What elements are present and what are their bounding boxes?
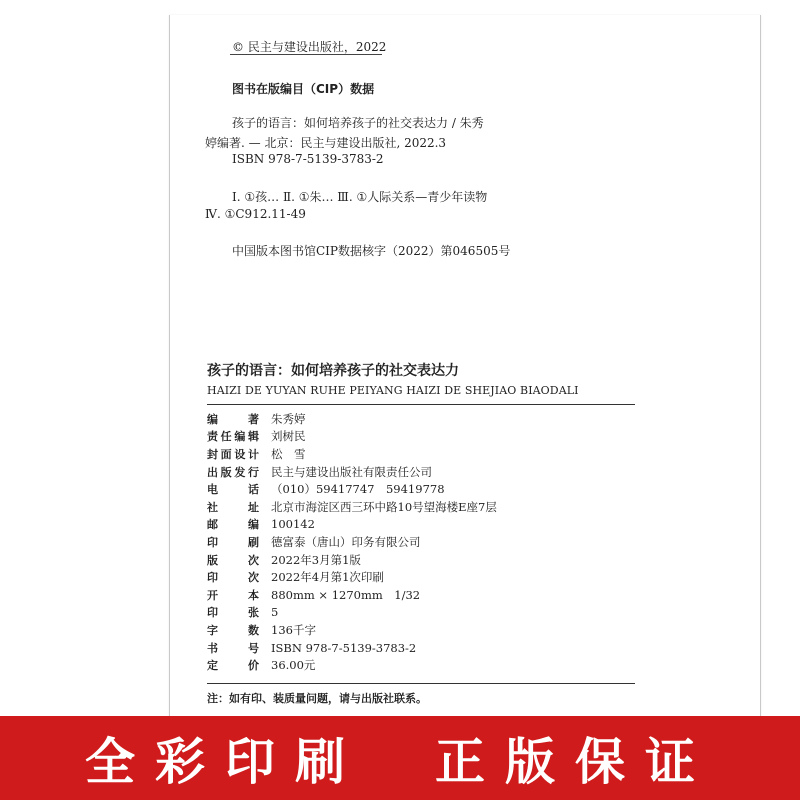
info-label <box>207 534 259 550</box>
publication-info-table <box>207 410 635 674</box>
info-value: 880mm × 1270mm 1/32 <box>271 587 421 602</box>
info-label <box>207 446 259 462</box>
info-label-char: 址 <box>248 500 259 514</box>
divider-top <box>207 404 635 405</box>
info-label-char: 编 <box>248 518 259 532</box>
info-value: 朱秀婷 <box>271 411 306 426</box>
info-label-char: 设 <box>234 447 246 461</box>
copyright-notice: © 民主与建设出版社，2022 <box>232 40 387 54</box>
info-label <box>207 481 259 497</box>
info-label <box>207 604 259 620</box>
info-label-char: 编 <box>207 412 218 426</box>
info-label <box>207 587 259 603</box>
cip-classification-code: Ⅳ. ①C912.11-49 <box>205 207 306 221</box>
info-value: 德富泰（唐山）印务有限公司 <box>271 534 421 549</box>
info-row <box>207 604 635 622</box>
info-label-char: 邮 <box>207 518 218 532</box>
info-label-char: 定 <box>207 659 218 673</box>
info-label-char: 版 <box>207 553 218 567</box>
info-row <box>207 639 635 657</box>
info-label-char: 次 <box>248 571 259 585</box>
info-row <box>207 551 635 569</box>
info-label-char: 辑 <box>247 430 259 444</box>
copyright-underline <box>230 54 382 55</box>
info-label-char: 书 <box>207 641 218 655</box>
info-label-char: 印 <box>207 535 218 549</box>
info-value: 36.00元 <box>271 658 316 673</box>
book-title-pinyin: HAIZI DE YUYAN RUHE PEIYANG HAIZI DE SHEJIAO BIAODALI <box>207 384 579 397</box>
info-value: 136千字 <box>271 622 316 637</box>
cip-line: 孩子的语言：如何培养孩子的社交表达力 / 朱秀 <box>232 116 484 130</box>
info-row <box>207 533 635 551</box>
info-label-char: 刷 <box>248 535 259 549</box>
info-label-char: 计 <box>247 447 259 461</box>
info-label-char: 面 <box>220 447 232 461</box>
info-value: 2022年4月第1次印刷 <box>271 570 384 585</box>
info-label-char: 电 <box>207 483 218 497</box>
info-value: 5 <box>271 605 279 620</box>
info-label-char: 号 <box>248 641 259 655</box>
info-row <box>207 428 635 446</box>
info-label-char: 著 <box>248 412 259 426</box>
info-row <box>207 656 635 674</box>
info-label-char: 开 <box>207 588 218 602</box>
info-value: ISBN 978-7-5139-3783-2 <box>271 640 417 655</box>
info-row <box>207 568 635 586</box>
info-label-char: 印 <box>207 571 218 585</box>
info-label <box>207 657 259 673</box>
info-value: 松 雪 <box>271 446 306 461</box>
promo-banner-text: 全彩印刷 正版保证 <box>85 733 715 791</box>
info-label <box>207 622 259 638</box>
info-label <box>207 428 259 444</box>
info-row <box>207 498 635 516</box>
info-label-char: 话 <box>248 483 259 497</box>
info-label-char: 字 <box>207 623 218 637</box>
info-value: 民主与建设出版社有限责任公司 <box>271 464 432 479</box>
info-label-char: 出 <box>207 465 218 479</box>
info-label-char: 任 <box>220 430 232 444</box>
info-label <box>207 464 259 480</box>
info-label-char: 版 <box>220 465 232 479</box>
info-label <box>207 569 259 585</box>
info-label-char: 印 <box>207 606 218 620</box>
cip-heading: 图书在版编目（CIP）数据 <box>232 82 375 96</box>
promo-banner <box>0 716 800 800</box>
info-label-char: 责 <box>207 430 218 444</box>
info-row <box>207 410 635 428</box>
info-value: 2022年3月第1版 <box>271 552 361 567</box>
info-value: 100142 <box>271 517 315 532</box>
cip-line: 婷编著. — 北京：民主与建设出版社, 2022.3 <box>205 136 447 150</box>
info-row <box>207 463 635 481</box>
info-label-char: 本 <box>248 588 259 602</box>
quality-note: 注：如有印、装质量问题，请与出版社联系。 <box>207 692 427 705</box>
info-label-char: 社 <box>207 500 218 514</box>
info-label <box>207 411 259 427</box>
info-row <box>207 480 635 498</box>
info-value: （010）59417747 59419778 <box>271 482 445 497</box>
info-label <box>207 640 259 656</box>
info-label-char: 价 <box>248 659 259 673</box>
cip-record-number: 中国版本图书馆CIP数据核字（2022）第046505号 <box>232 244 511 258</box>
info-label-char: 行 <box>247 465 259 479</box>
info-label-char: 发 <box>234 465 246 479</box>
info-row <box>207 586 635 604</box>
info-label-char: 数 <box>248 623 259 637</box>
info-row <box>207 621 635 639</box>
info-value: 北京市海淀区西三环中路10号望海楼E座7层 <box>271 499 497 514</box>
info-row <box>207 516 635 534</box>
info-label <box>207 499 259 515</box>
info-label <box>207 516 259 532</box>
info-label <box>207 552 259 568</box>
cip-isbn: ISBN 978-7-5139-3783-2 <box>232 152 384 166</box>
divider-bottom <box>207 683 635 684</box>
info-label-char: 张 <box>248 606 259 620</box>
info-label-char: 次 <box>248 553 259 567</box>
info-value: 刘树民 <box>271 429 306 444</box>
book-title: 孩子的语言：如何培养孩子的社交表达力 <box>207 363 459 379</box>
info-label-char: 编 <box>234 430 246 444</box>
info-label-char: 封 <box>207 447 218 461</box>
info-row <box>207 445 635 463</box>
cip-classification: Ⅰ. ①孩… Ⅱ. ①朱… Ⅲ. ①人际关系—青少年读物 <box>232 190 488 204</box>
